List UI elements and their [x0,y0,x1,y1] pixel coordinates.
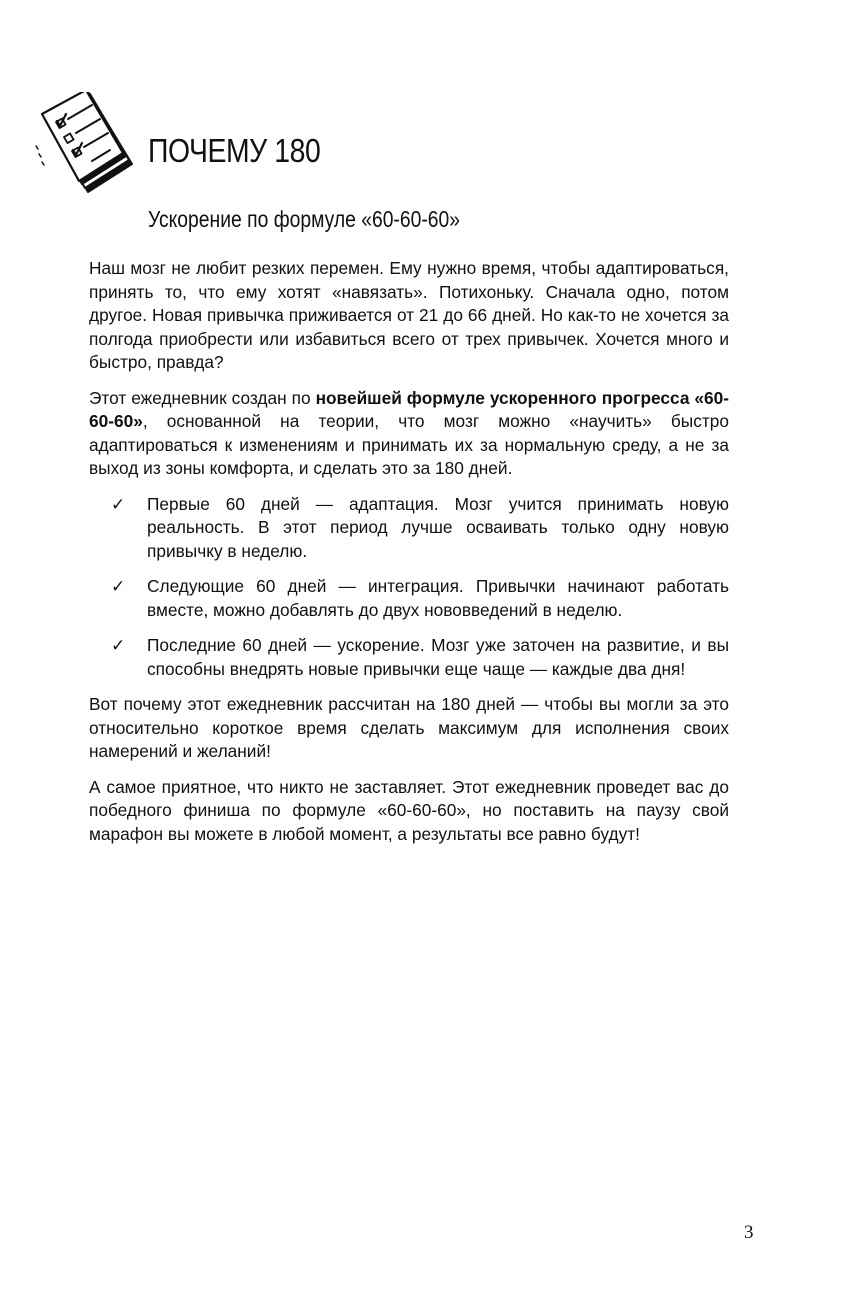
section-subtitle: Ускорение по формуле «60-60-60» [148,206,461,232]
chapter-title: ПОЧЕМУ 180 [148,132,321,169]
body-text [89,257,729,858]
check-mark-icon: ✓ [111,636,126,655]
checklist-documents-icon [30,92,140,202]
checklist-item [89,634,729,681]
check-mark-icon: ✓ [111,494,126,514]
check-mark-icon: ✓ [111,577,126,596]
formula-text-before: Этот ежедневник создан по [89,387,316,408]
checklist-item-text: Следующие 60 дней — интеграция. Привычки начинают работать вместе, можно добавлять до двух нововведений в неделю. [147,576,729,620]
formula-bold-text: новейшей формуле ускоренного прогресса «60-60-60» [89,387,729,431]
formula-paragraph [89,387,729,481]
intro-paragraph: Наш мозг не любит резких перемен. Ему нужно время, чтобы адаптироваться, принять то, что ему хотят «навязать». Потихоньку. Сначала одно, потом другое. Новая привычка приживается от 21 до 66 дней. Но как-то не хочется за полгода приобрести или избавиться всего от трех привычек. Хочется много и быстро, правда? [89,258,729,372]
checklist-item [89,493,729,564]
checklist-item [89,575,729,622]
checklist [89,493,729,682]
closing-paragraph: А самое приятное, что никто не заставляет. Этот ежедневник проведет вас до победного финиша по формуле «60-60-60», но поставить на паузу свой марафон вы можете в любой момент, а результаты все равно будут! [89,776,729,844]
checklist-item-text: Последние 60 дней — ускорение. Мозг уже заточен на развитие, и вы способны внедрять новые привычки еще чаще — каждые два дня! [147,635,729,679]
page-number: 3 [744,1222,754,1243]
formula-text-after: , основанной на теории, что мозг можно «научить» быстро адаптироваться к изменениям и принимать их за нормальную среду, а не за выход из зоны комфорта, и сделать это за 180 дней. [89,411,729,478]
checklist-item-text: Первые 60 дней — адаптация. Мозг учится принимать новую реальность. В этот период лучше осваивать только одну новую привычку в неделю. [147,493,729,561]
why-180-paragraph: Вот почему этот ежедневник рассчитан на 180 дней — чтобы вы могли за это относительно короткое время сделать максимум для исполнения своих намерений и желаний! [89,694,729,761]
